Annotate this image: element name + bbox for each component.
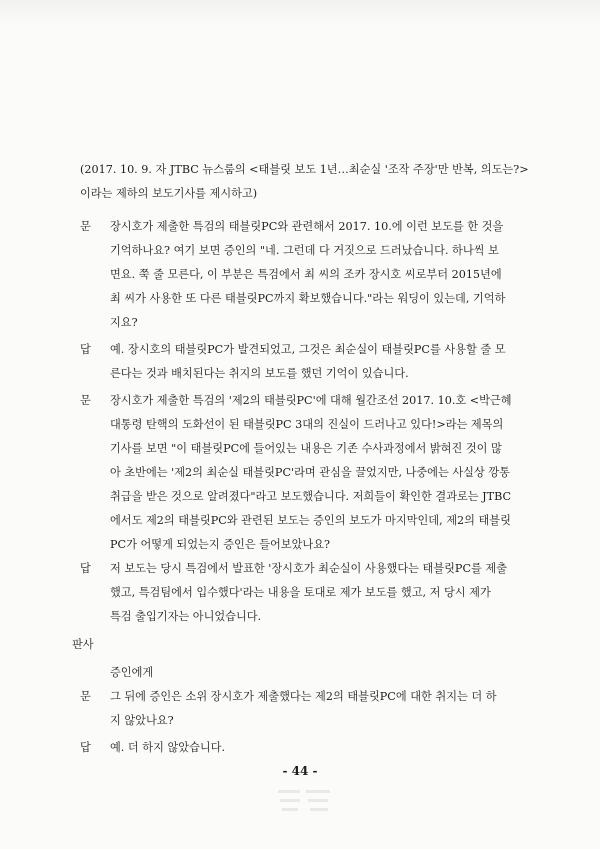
text-line: 기사를 보면 "이 태블릿PC에 들어있는 내용은 기존 수사과정에서 밝혀진 것이 많 xyxy=(110,442,502,455)
scan-edge-shade xyxy=(0,0,600,24)
text-line: 예. 장시호의 태블릿PC가 발견되었고, 그것은 최순실이 태블릿PC를 사용할 줄 모 xyxy=(110,343,506,356)
text-line: 에서도 제2의 태블릿PC와 관련된 보도는 증인의 보도가 마지막인데, 제2의 태블릿 xyxy=(110,514,511,527)
text-line: 그 뒤에 증인은 소위 장시호가 제출했다는 제2의 태블릿PC에 대한 취지는 더 하 xyxy=(110,690,497,703)
text-line: 아 초반에는 '제2의 최순실 태블릿PC'라며 관심을 끌었지만, 나중에는 사실상 깡통 xyxy=(110,466,510,479)
question-1-text xyxy=(110,215,550,335)
exhibit-note xyxy=(80,158,550,206)
page-number: - 44 - xyxy=(282,764,318,778)
text-line: 했고, 특검팀에서 입수했다'라는 내용을 토대로 제가 보도를 했고, 저 당시 제가 xyxy=(110,586,491,599)
text-line: 예. 더 하지 않았습니다. xyxy=(110,741,226,754)
exhibit-note-line-1: (2017. 10. 9. 자 JTBC 뉴스룸의 <태블릿 보도 1년…최순실 '조작 주장'만 반복, 의도는?> xyxy=(80,163,529,176)
speaker-label: 문 xyxy=(80,690,91,703)
speaker-label: 문 xyxy=(80,394,91,407)
text-line: 지 않았나요? xyxy=(110,714,174,727)
question-2-text xyxy=(110,389,550,557)
text-line: 저 보도는 당시 특검에서 발표한 '장시호가 최순실이 사용했다는 태블릿PC를 제출 xyxy=(110,562,507,575)
text-line: 기억하나요? 여기 보면 증인의 "네. 그런데 다 거짓으로 드러났습니다. 하나씩 보 xyxy=(110,244,499,257)
text-line: 장시호가 제출한 특검의 '제2의 태블릿PC'에 대해 월간조선 2017. 10.호 <박근혜 xyxy=(110,394,512,407)
judge-addressee: 증인에게 xyxy=(110,666,154,679)
answer-3-text xyxy=(110,736,550,760)
text-line: 장시호가 제출한 특검의 태블릿PC와 관련해서 2017. 10.에 이런 보도를 한 것을 xyxy=(110,220,504,233)
faint-stamp-mark xyxy=(278,786,330,816)
speaker-label: 답 xyxy=(80,562,91,575)
text-line: 지요? xyxy=(110,316,138,329)
text-line: 면요. 쭉 줄 모른다, 이 부분은 특검에서 최 씨의 조카 장시호 씨로부터 2015년에 xyxy=(110,268,502,281)
text-line: 특검 출입기자는 아니었습니다. xyxy=(110,610,262,623)
text-line: 대통령 탄핵의 도화선이 된 태블릿PC 3대의 진실이 드러나고 있다!>라는 제목의 xyxy=(110,418,504,431)
speaker-label: 문 xyxy=(80,220,91,233)
speaker-label-judge: 판사 xyxy=(72,638,94,651)
speaker-label: 답 xyxy=(80,741,91,754)
answer-1-text xyxy=(110,338,550,386)
text-line: PC가 어떻게 되었는지 증인은 들어보았나요? xyxy=(110,538,331,551)
answer-2-text xyxy=(110,557,550,629)
text-line: 취급을 받은 것으로 알려졌다"라고 보도했습니다. 저희들이 확인한 결과로는 JTBC xyxy=(110,490,512,503)
text-line: 른다는 것과 배치된다는 취지의 보도를 했던 기억이 있습니다. xyxy=(110,367,409,380)
speaker-label: 답 xyxy=(80,343,91,356)
question-3-text xyxy=(110,685,550,733)
text-line: 최 씨가 사용한 또 다른 태블릿PC까지 확보했습니다."라는 워딩이 있는데, 기억하 xyxy=(110,292,506,305)
exhibit-note-line-2: 이라는 제하의 보도기사를 제시하고) xyxy=(80,187,258,200)
